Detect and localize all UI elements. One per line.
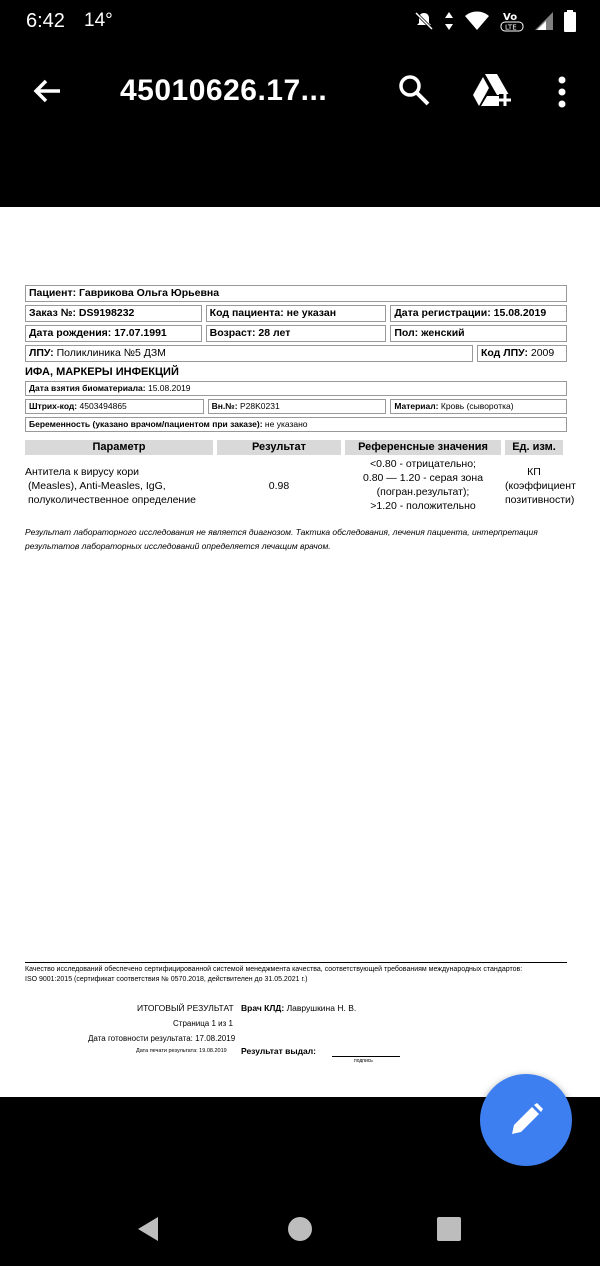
result-cell: 0.98 — [268, 480, 290, 492]
header-parameter: Параметр — [25, 440, 213, 455]
final-result-label: ИТОГОВЫЙ РЕЗУЛЬТАТ — [137, 1003, 234, 1013]
table-row — [25, 455, 576, 513]
registration-date-field: Дата регистрации: 15.08.2019 — [390, 305, 567, 322]
lpu-field: ЛПУ: Поликлиника №5 ДЗМ — [25, 345, 473, 362]
disclaimer-note: Результат лабораторного исследования не является диагнозом. Тактика обследования, лечения пациента, интерпретация результатов лабораторных исследований определяется лечащим врачом. — [25, 527, 538, 551]
add-to-drive-icon[interactable] — [472, 72, 512, 110]
navigation-bar — [0, 1180, 600, 1266]
data-arrows-icon — [444, 11, 454, 31]
svg-text:Vo: Vo — [503, 12, 518, 23]
sample-date-field: Дата взятия биоматериала: 15.08.2019 — [25, 381, 567, 396]
page-counter: Страница 1 из 1 — [173, 1019, 233, 1028]
header-unit: Ед. изм. — [505, 440, 563, 455]
lab-report — [25, 285, 576, 553]
signature-line — [332, 1056, 400, 1057]
patient-code-field: Код пациента: не указан — [206, 305, 387, 322]
patient-field: Пациент: Гаврикова Ольга Юрьевна — [25, 285, 567, 302]
internal-number-field: Вн.№: P28K0231 — [208, 399, 387, 414]
nav-recents-button[interactable] — [437, 1217, 461, 1241]
order-field: Заказ №: DS9198232 — [25, 305, 202, 322]
edit-fab-button[interactable] — [480, 1074, 572, 1166]
print-date: Дата печати результата: 19.08.2019 — [136, 1048, 227, 1054]
pencil-icon — [508, 1102, 544, 1138]
clock: 6:42 — [26, 10, 65, 32]
results-table-header — [25, 440, 567, 455]
footer-divider — [25, 962, 567, 963]
status-bar — [0, 0, 600, 46]
svg-text:LTE: LTE — [505, 23, 517, 32]
age-field: Возраст: 28 лет — [206, 325, 387, 342]
more-options-icon[interactable] — [556, 76, 568, 108]
ready-date: Дата готовности результата: 17.08.2019 — [88, 1034, 236, 1043]
reference-cell: <0.80 - отрицательно; 0.80 — 1.20 - серая зона (погран.результат); >1.20 - положительно — [362, 458, 484, 512]
nav-back-icon[interactable] — [136, 1215, 160, 1243]
volte-icon — [500, 10, 524, 32]
lpu-code-field: Код ЛПУ: 2009 — [477, 345, 567, 362]
nav-home-button[interactable] — [288, 1217, 312, 1241]
parameter-cell: Антитела к вирусу кори (Measles), Anti-Measles, IgG, полуколичественное определение — [25, 466, 196, 506]
document-page — [0, 207, 600, 1097]
sex-field: Пол: женский — [390, 325, 567, 342]
document-title: 45010626.17... — [120, 74, 328, 107]
unit-cell: КП (коэффициент позитивности) — [505, 466, 576, 506]
pregnancy-field: Беременность (указано врачом/пациентом при заказе): не указано — [25, 417, 567, 432]
material-field: Материал: Кровь (сыворотка) — [390, 399, 567, 414]
section-title: ИФА, МАРКЕРЫ ИНФЕКЦИЙ — [25, 366, 179, 378]
app-bar — [0, 46, 600, 206]
muted-bell-icon — [414, 11, 434, 31]
status-icons — [414, 10, 576, 32]
barcode-field: Штрих-код: 4503494865 — [25, 399, 204, 414]
doctor-field: Врач КЛД: Лаврушкина Н. В. — [241, 1003, 357, 1013]
wifi-icon — [464, 11, 490, 31]
signal-icon — [534, 11, 554, 31]
signature-caption: подпись — [354, 1058, 373, 1064]
header-result: Результат — [217, 440, 341, 455]
battery-icon — [564, 10, 576, 32]
header-reference: Референсные значения — [345, 440, 501, 455]
birth-date-field: Дата рождения: 17.07.1991 — [25, 325, 202, 342]
back-arrow-icon[interactable] — [32, 76, 62, 106]
temperature: 14° — [84, 10, 113, 31]
issued-label: Результат выдал: — [241, 1046, 316, 1056]
search-icon[interactable] — [396, 72, 432, 108]
quality-note: Качество исследований обеспечено сертифицированной системой менеджмента качества, соответствующей требованиям международных стандартов: ISO 9001:2015 (сертификат соответствия № 0570.2018, действителен до 31.05.2021 г.) — [25, 966, 523, 983]
